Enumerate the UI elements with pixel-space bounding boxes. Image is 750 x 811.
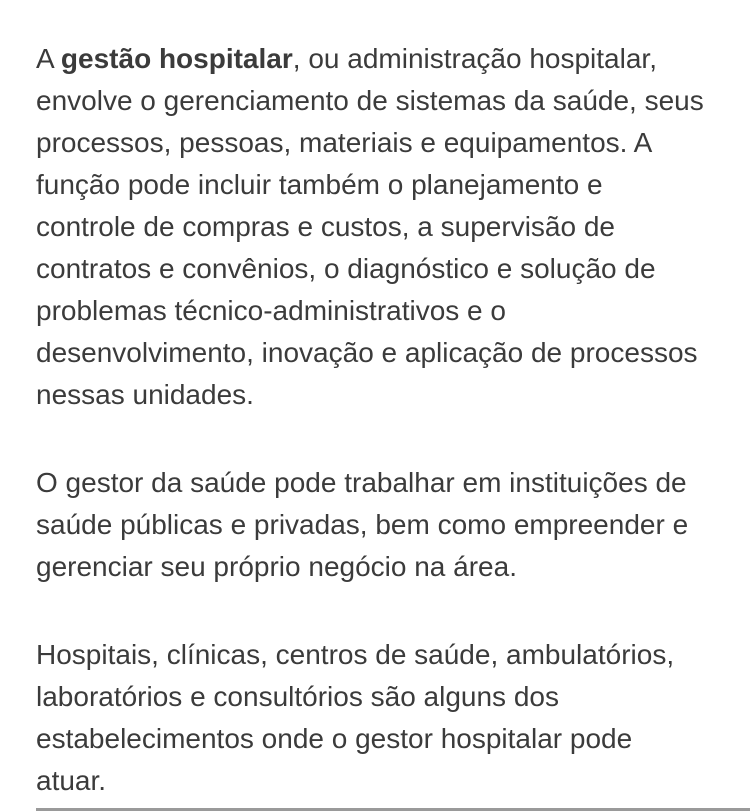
paragraph-gestao-hospitalar xyxy=(36,38,720,416)
paragraph-estabelecimentos xyxy=(36,634,720,802)
paragraph-1-line-6: contratos e convênios, o diagnóstico e solução de xyxy=(36,253,656,284)
paragraph-1-line-1 xyxy=(36,38,720,80)
paragraph-1-line-7: problemas técnico-administrativos e o xyxy=(36,295,506,326)
paragraph-1-line-3: processos, pessoas, materiais e equipamentos. A xyxy=(36,127,653,158)
paragraph-gestor-da-saude xyxy=(36,462,720,588)
paragraph-1-line-2: envolve o gerenciamento de sistemas da saúde, seus xyxy=(36,85,704,116)
paragraph-3-line-4: atuar. xyxy=(36,765,107,796)
paragraph-3-line-1: Hospitais, clínicas, centros de saúde, ambulatórios, xyxy=(36,639,675,670)
paragraph-1-line-4: função pode incluir também o planejamento e xyxy=(36,169,603,200)
paragraph-3-line-3: estabelecimentos onde o gestor hospitalar pode xyxy=(36,723,633,754)
paragraph-1-line-5: controle de compras e custos, a supervisão de xyxy=(36,211,615,242)
paragraph-3-line-2: laboratórios e consultórios são alguns dos xyxy=(36,681,559,712)
bold-term-gestao-hospitalar: gestão hospitalar xyxy=(60,43,293,74)
intro-suffix: , ou administração hospitalar, xyxy=(292,43,657,74)
intro-prefix: A xyxy=(36,43,61,74)
paragraph-1-line-8: desenvolvimento, inovação e aplicação de processos xyxy=(36,337,698,368)
paragraph-2-line-1: O gestor da saúde pode trabalhar em instituições de xyxy=(36,467,687,498)
paragraph-1-line-9: nessas unidades. xyxy=(36,379,254,410)
paragraph-2-line-3: gerenciar seu próprio negócio na área. xyxy=(36,551,517,582)
paragraph-2-line-2: saúde públicas e privadas, bem como empreender e xyxy=(36,509,689,540)
